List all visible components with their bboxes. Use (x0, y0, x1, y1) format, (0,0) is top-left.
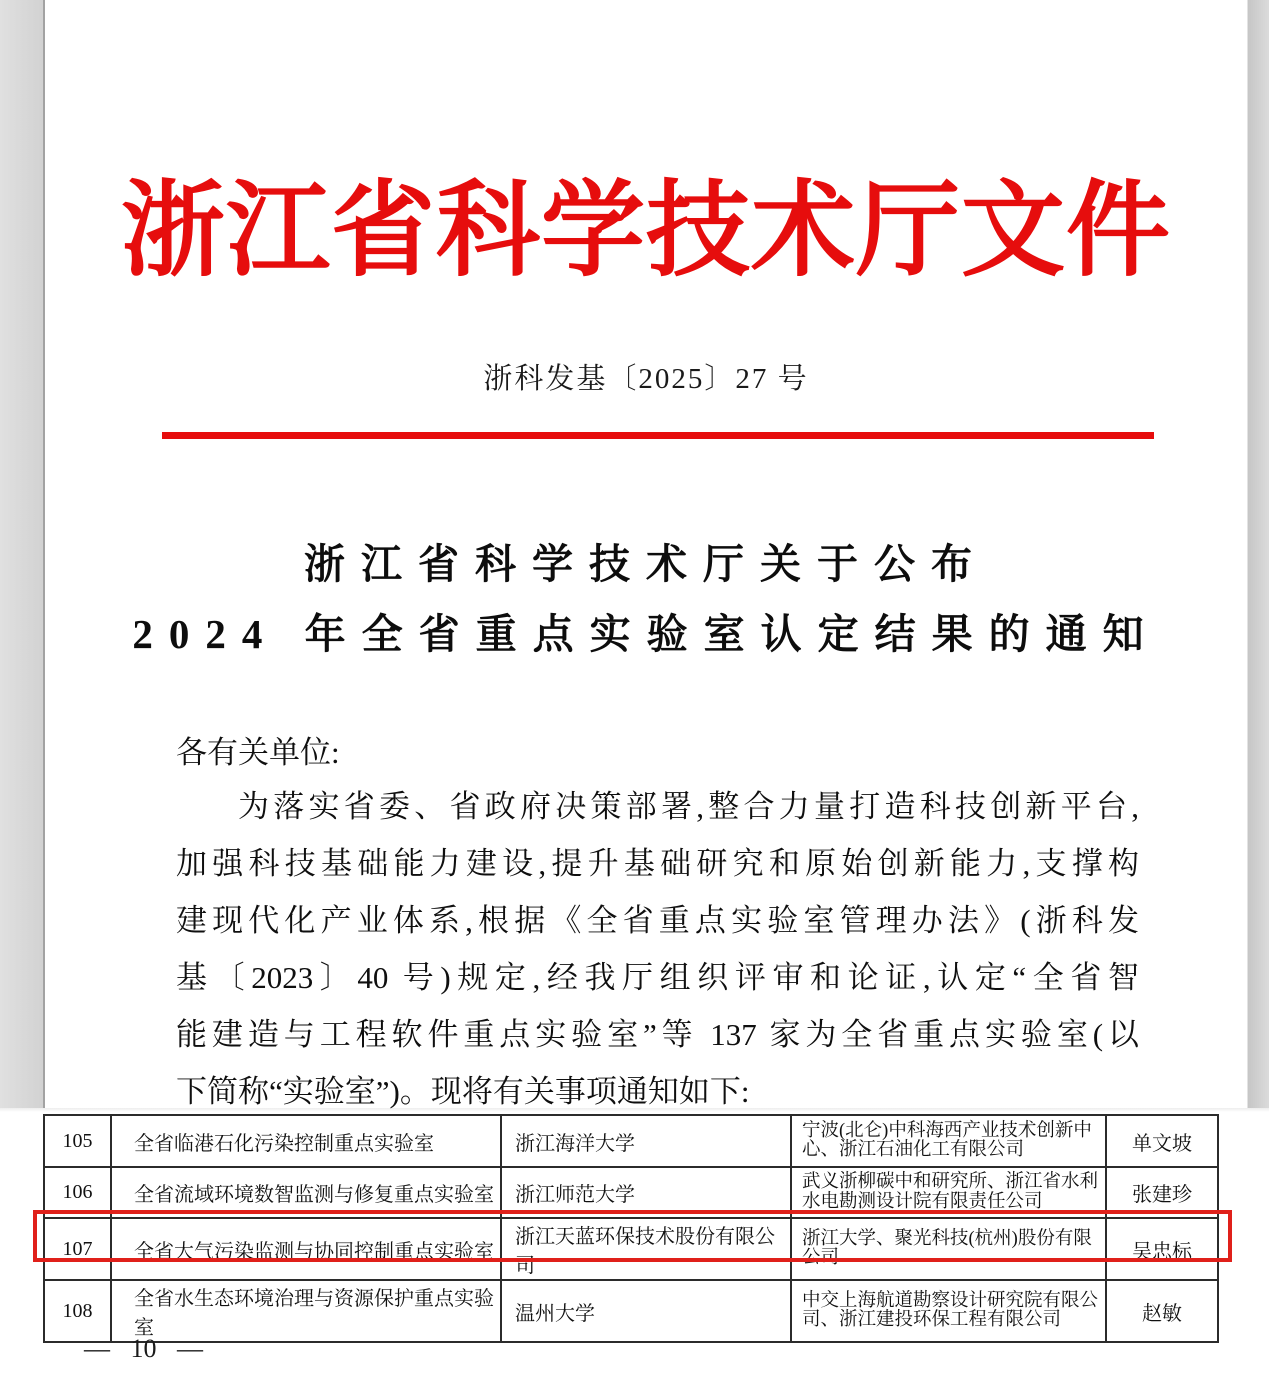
table-row (44, 1280, 1218, 1342)
body-line: 加强科技基础能力建设,提升基础研究和原始创新能力,支撑构 (176, 846, 1139, 881)
notice-title-line1: 浙江省科学技术厅关于公布 (304, 541, 988, 587)
body-line: 下简称“实验室”)。现将有关事项通知如下: (176, 1074, 750, 1109)
document-number: 浙科发基〔2025〕27 号 (483, 363, 809, 395)
director-name: 单文坡 (1106, 1115, 1218, 1167)
partner-orgs: 武义浙柳碳中和研究所、浙江省水利水电勘测设计院有限责任公司 (791, 1167, 1106, 1218)
lab-name: 全省水生态环境治理与资源保护重点实验室 (111, 1280, 501, 1342)
row-number: 105 (44, 1115, 111, 1167)
director-name: 吴忠标 (1106, 1218, 1218, 1280)
page-margin-right (1247, 0, 1269, 1108)
lab-name: 全省大气污染监测与协同控制重点实验室 (111, 1218, 501, 1280)
partner-orgs: 宁波(北仑)中科海西产业技术创新中心、浙江石油化工有限公司 (791, 1115, 1106, 1167)
page-number: — 10 — (84, 1334, 203, 1363)
table-row (44, 1115, 1218, 1167)
director-name: 赵敏 (1106, 1280, 1218, 1342)
table-row (44, 1167, 1218, 1218)
row-number: 106 (44, 1167, 111, 1218)
partner-orgs: 中交上海航道勘察设计研究院有限公司、浙江建投环保工程有限公司 (791, 1280, 1106, 1342)
lab-name: 全省临港石化污染控制重点实验室 (111, 1115, 501, 1167)
host-org: 浙江天蓝环保技术股份有限公司 (501, 1218, 791, 1280)
page-margin-left (0, 0, 45, 1112)
row-number: 108 (44, 1280, 111, 1342)
row-number: 107 (44, 1218, 111, 1280)
notice-title-line2: 2024 年全省重点实验室认定结果的通知 (132, 611, 1160, 657)
body-line: 为落实省委、省政府决策部署,整合力量打造科技创新平台, (238, 789, 1139, 824)
host-org: 浙江师范大学 (501, 1167, 791, 1218)
partner-orgs: 浙江大学、聚光科技(杭州)股份有限公司 (791, 1218, 1106, 1280)
red-divider-line (162, 432, 1154, 439)
director-name: 张建珍 (1106, 1167, 1218, 1218)
host-org: 浙江海洋大学 (501, 1115, 791, 1167)
body-paragraph (176, 782, 1139, 1124)
salutation: 各有关单位: (176, 735, 340, 770)
lab-results-table (43, 1114, 1219, 1343)
agency-title: 浙江省科学技术厅文件 (120, 174, 1171, 289)
body-line: 基〔2023〕40 号)规定,经我厅组织评审和论证,认定“全省智 (176, 960, 1139, 995)
body-line: 建现代化产业体系,根据《全省重点实验室管理办法》(浙科发 (176, 903, 1139, 938)
host-org: 温州大学 (501, 1280, 791, 1342)
lab-name: 全省流域环境数智监测与修复重点实验室 (111, 1167, 501, 1218)
table-row-highlighted (44, 1218, 1218, 1280)
body-line: 能建造与工程软件重点实验室”等 137 家为全省重点实验室(以 (176, 1017, 1139, 1052)
